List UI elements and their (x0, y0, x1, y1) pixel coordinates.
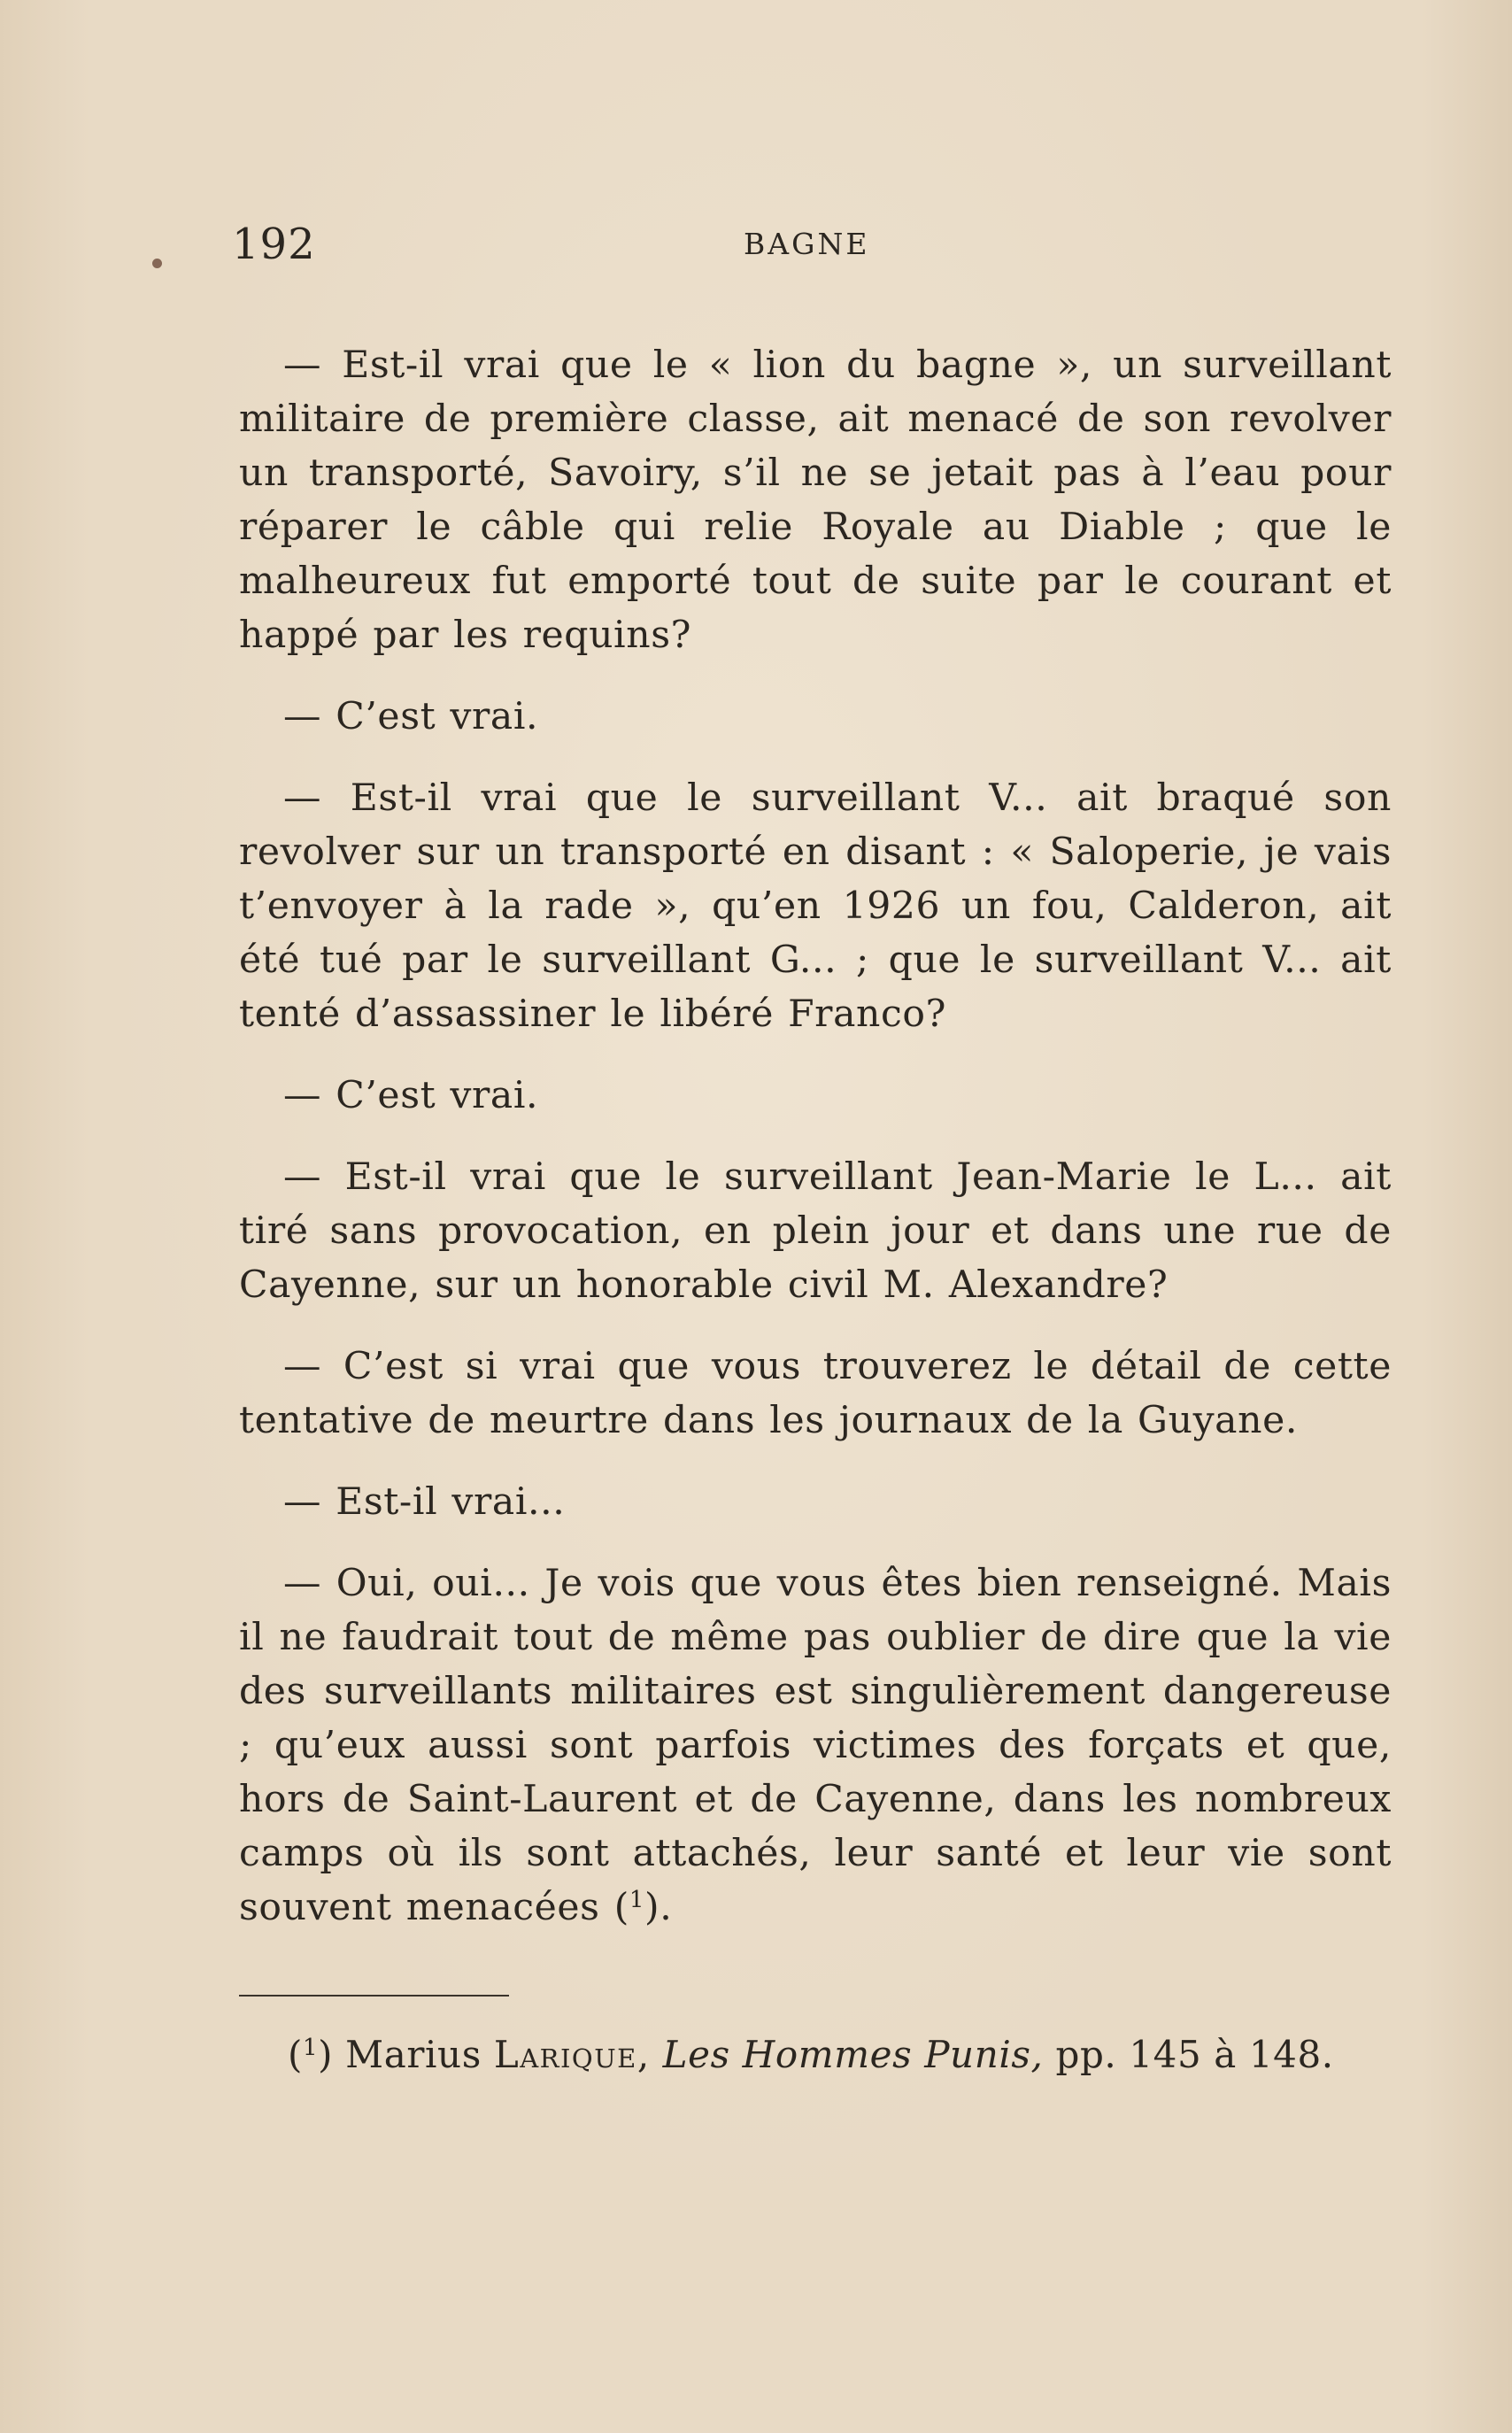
paragraph: — Est-il vrai que le surveillant Jean-Marie le L... ait tiré sans provocation, en plein jour et dans une rue de Cayenne, sur un honorable civil M. Alexandre? (239, 1155, 1392, 1307)
paragraph-last: — Oui, oui... Je vois que vous êtes bien renseigné. Mais il ne faudrait tout de même pas oublier de dire que la vie des surveillants militaires est singulièrement dangereuse ; qu’eux aussi sont parfois victimes des forçats et que, hors de Saint-Laurent et de Cayenne, dans les nombreux camps où ils sont attachés, leur santé et leur vie sont souvent menacées ($^1$). (239, 1562, 1392, 1929)
paragraph: — C’est si vrai que vous trouverez le détail de cette tentative de meurtre dans les journaux de la Guyane. (239, 1345, 1392, 1442)
paragraph-text: — Oui, oui... Je vois que vous êtes bien renseigné. Mais il ne faudrait tout de même pas oublier de dire que la vie des surveillants militaires est singulièrement dangereuse ; qu’eux aussi sont parfois victimes des forçats et que, hors de Saint-Laurent et de Cayenne, dans les nombreux camps où ils sont attachés, leur santé et leur vie sont souvent menacées (239, 1562, 1392, 1929)
paragraph: — C’est vrai. (283, 1074, 539, 1117)
paragraph: — Est-il vrai... (283, 1480, 566, 1524)
margin-mark (152, 259, 162, 268)
footnote-reference: 1 (629, 1887, 645, 1913)
footnote-author-first: Marius (345, 2033, 482, 2076)
page-number: 192 (232, 220, 316, 269)
paragraph: — C’est vrai. (283, 695, 539, 738)
footnote-title: Les Hommes Punis, (662, 2033, 1044, 2076)
paragraph: — Est-il vrai que le surveillant V... ait braqué son revolver sur un transporté en disant : « Saloperie, je vais t’envoyer à la rade », qu’en 1926 un fou, Calderon, ait été tué par le surveillant G... ; que le surveillant V... ait tenté d’assassiner le libéré Franco? (239, 776, 1392, 1036)
footnote-pages: pp. 145 à 148. (1055, 2033, 1334, 2076)
footnote-author-last: Larique, (493, 2033, 651, 2076)
footnote-marker: 1 (303, 2035, 319, 2061)
body-text (239, 338, 1392, 1935)
page-header (232, 220, 1393, 282)
paragraph: — Est-il vrai que le « lion du bagne », un surveillant militaire de première classe, ait menacé de son revolver un transporté, Savoiry, s’il ne se jetait pas à l’eau pour réparer le câble qui relie Royale au Diable ; que le malheureux fut emporté tout de suite par le courant et happé par les requins? (239, 344, 1392, 657)
running-title: BAGNE (744, 227, 870, 261)
paragraph-end: . (660, 1886, 673, 1929)
footnote-rule (239, 1995, 509, 1997)
footnote: ($^1$) Marius Larique, Les Hommes Punis, pp. 145 à 148. (288, 2033, 1334, 2076)
